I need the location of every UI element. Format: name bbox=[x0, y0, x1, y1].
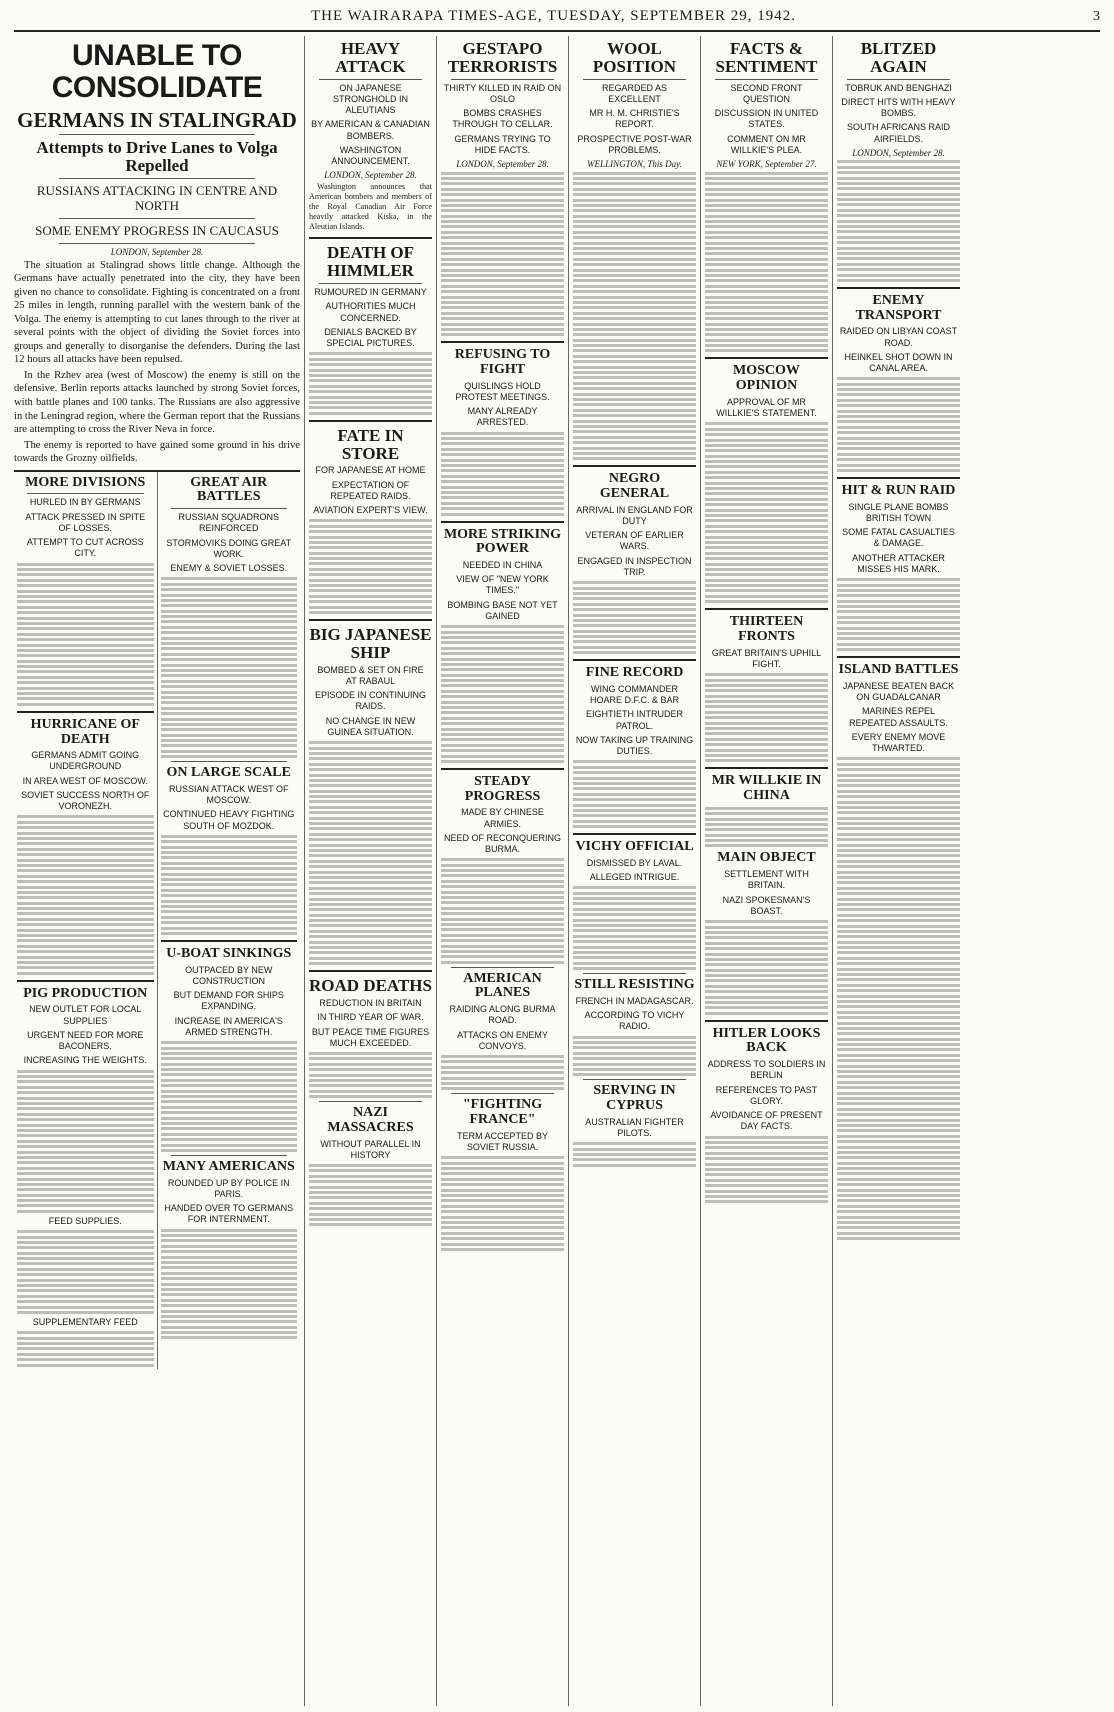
masthead bbox=[14, 8, 1100, 32]
story-subhead: IN AREA WEST OF MOSCOW. bbox=[22, 775, 148, 786]
story-subhead: HURLED IN BY GERMANS bbox=[29, 497, 141, 508]
story-headline: THIRTEEN FRONTS bbox=[729, 614, 804, 644]
story-headline: ISLAND BATTLES bbox=[838, 662, 959, 678]
body-text-block bbox=[17, 1230, 154, 1314]
story-headline: "FIGHTING FRANCE" bbox=[462, 1097, 543, 1128]
story-subhead: INCREASE IN AMERICA'S ARMED STRENGTH. bbox=[174, 1015, 283, 1037]
story-subhead: PROSPECTIVE POST-WAR PROBLEMS. bbox=[577, 133, 692, 155]
lead-deck-2: SOME ENEMY PROGRESS IN CAUCASUS bbox=[35, 222, 279, 238]
subcolumn-right bbox=[157, 472, 301, 1369]
body-text-block bbox=[573, 172, 696, 461]
divider bbox=[59, 178, 255, 179]
story-subhead: ANOTHER ATTACKER MISSES HIS MARK. bbox=[852, 552, 945, 574]
story-headline: NAZI MASSACRES bbox=[327, 1105, 414, 1135]
column-2 bbox=[304, 36, 436, 1706]
story-subhead: STORMOVIKS DOING GREAT WORK. bbox=[166, 537, 292, 559]
lead-paragraph-3: The enemy is reported to have gained some ground in his drive towards the Grozny oilfields. bbox=[14, 439, 300, 465]
story-subhead: COMMENT ON MR WILLKIE'S PLEA. bbox=[727, 133, 806, 155]
story-subhead: NEEDED IN CHINA bbox=[462, 559, 543, 570]
lead-headline: GERMANS IN STALINGRAD bbox=[17, 108, 297, 132]
story-dateline: LONDON, September 28. bbox=[324, 170, 417, 181]
story-subhead: REDUCTION IN BRITAIN bbox=[319, 998, 422, 1009]
lead-deck-1: RUSSIANS ATTACKING IN CENTRE AND NORTH bbox=[36, 182, 278, 214]
story-subhead: SINGLE PLANE BOMBS BRITISH TOWN bbox=[848, 501, 949, 523]
story-subhead: BY AMERICAN & CANADIAN BOMBERS. bbox=[311, 119, 430, 141]
story-headline: MANY AMERICANS bbox=[162, 1158, 295, 1174]
body-text-block bbox=[441, 1156, 564, 1251]
body-text-block bbox=[161, 1229, 298, 1340]
body-text-block bbox=[309, 1164, 432, 1226]
body-text-block bbox=[17, 815, 154, 974]
story-dateline: WELLINGTON, This Day. bbox=[587, 159, 682, 170]
story-headline: MR WILLKIE IN CHINA bbox=[711, 773, 822, 804]
story-subhead: EVERY ENEMY MOVE THWARTED. bbox=[851, 731, 946, 754]
body-text-block bbox=[161, 835, 298, 935]
body-text-block bbox=[705, 920, 828, 1015]
story-headline: HEAVY ATTACK bbox=[335, 39, 406, 76]
story-headline: FACTS & SENTIMENT bbox=[715, 39, 818, 76]
story-headline: PIG PRODUCTION bbox=[23, 985, 148, 1001]
column-grid bbox=[14, 36, 1100, 1706]
story-headline: ENEMY TRANSPORT bbox=[855, 292, 942, 323]
story-subhead: REGARDED AS EXCELLENT bbox=[601, 82, 668, 104]
story-dateline: NEW YORK, September 27. bbox=[716, 159, 817, 170]
story-subhead: FEED SUPPLIES. bbox=[48, 1215, 122, 1226]
story-subhead: MR H. M. CHRISTIE'S REPORT. bbox=[589, 108, 680, 130]
column-6 bbox=[832, 36, 964, 1706]
story-subhead: RAIDING ALONG BURMA ROAD. bbox=[449, 1004, 556, 1026]
masthead-title: THE WAIRARAPA TIMES-AGE, TUESDAY, SEPTEMBER 29, 1942. bbox=[310, 8, 796, 24]
story-subhead: JAPANESE BEATEN BACK ON GUADALCANAR bbox=[842, 680, 955, 703]
story-subhead: AVOIDANCE OF PRESENT DAY FACTS. bbox=[710, 1110, 823, 1132]
story-subhead: SECOND FRONT QUESTION bbox=[730, 82, 803, 104]
story-subhead: NO CHANGE IN NEW GUINEA SITUATION. bbox=[325, 715, 416, 737]
body-text-block bbox=[441, 1055, 564, 1090]
story-subhead: RUMOURED IN GERMANY bbox=[314, 287, 427, 298]
body-text-block bbox=[17, 563, 154, 706]
body-text-block bbox=[309, 519, 432, 614]
body-text-block bbox=[309, 352, 432, 414]
story-subhead: ON JAPANESE STRONGHOLD IN ALEUTIANS bbox=[332, 82, 408, 116]
story-subhead: RUSSIAN ATTACK WEST OF MOSCOW. bbox=[168, 783, 289, 806]
story-subhead: OUTPACED BY NEW CONSTRUCTION bbox=[185, 964, 273, 986]
story-subhead: VETERAN OF EARLIER WARS. bbox=[585, 530, 684, 552]
story-subhead: ADDRESS TO SOLDIERS IN BERLIN bbox=[707, 1059, 826, 1081]
divider bbox=[59, 134, 255, 135]
story-headline: MAIN OBJECT bbox=[717, 850, 816, 866]
body-text-block bbox=[573, 760, 696, 828]
lead-column bbox=[14, 36, 304, 1706]
story-subhead: RAIDED ON LIBYAN COAST ROAD. bbox=[839, 326, 958, 348]
body-text-block bbox=[309, 741, 432, 965]
body-text-block bbox=[837, 757, 960, 1240]
body-text-block bbox=[161, 577, 298, 758]
story-subhead: AUSTRALIAN FIGHTER PILOTS. bbox=[585, 1116, 684, 1138]
story-headline: WOOL POSITION bbox=[592, 39, 677, 76]
story-subhead: ATTEMPT TO CUT ACROSS CITY. bbox=[26, 537, 144, 559]
story-subhead: BOMBING BASE NOT YET GAINED bbox=[447, 599, 558, 621]
story-subhead: EIGHTIETH INTRUDER PATROL. bbox=[585, 709, 683, 731]
story-subhead: APPROVAL OF MR WILLKIE'S STATEMENT. bbox=[716, 396, 817, 419]
story-headline: BLITZED AGAIN bbox=[860, 39, 937, 76]
story-subhead: BOMBS CRASHES THROUGH TO CELLAR. bbox=[452, 108, 553, 130]
story-subhead: ENEMY & SOVIET LOSSES. bbox=[170, 563, 288, 574]
story-subhead: FOR JAPANESE AT HOME bbox=[315, 465, 426, 476]
story-subhead: WASHINGTON ANNOUNCEMENT. bbox=[331, 144, 410, 167]
story-headline: HIT & RUN RAID bbox=[841, 482, 956, 498]
story-subhead: ROUNDED UP BY POLICE IN PARIS. bbox=[167, 1177, 290, 1199]
story-subhead: SOVIET SUCCESS NORTH OF VORONEZH. bbox=[21, 789, 150, 812]
column-5 bbox=[700, 36, 832, 1706]
story-headline: STILL RESISTING bbox=[574, 977, 695, 993]
story-subhead: HANDED OVER TO GERMANS FOR INTERNMENT. bbox=[164, 1203, 294, 1225]
story-subhead: INCREASING THE WEIGHTS. bbox=[23, 1055, 147, 1066]
story-subhead: HEINKEL SHOT DOWN IN CANAL AREA. bbox=[844, 351, 953, 374]
story-subhead: ENGAGED IN INSPECTION TRIP. bbox=[577, 555, 692, 577]
story-headline: REFUSING TO FIGHT bbox=[454, 347, 551, 377]
story-subhead: TERM ACCEPTED BY SOVIET RUSSIA. bbox=[456, 1130, 548, 1153]
story-subhead: WING COMMANDER HOARE D.F.C. & BAR bbox=[589, 683, 679, 706]
story-subhead: EPISODE IN CONTINUING RAIDS. bbox=[314, 690, 426, 712]
body-text-block bbox=[705, 172, 828, 353]
story-subhead: DIRECT HITS WITH HEAVY BOMBS. bbox=[841, 96, 956, 119]
story-subhead: GERMANS TRYING TO HIDE FACTS. bbox=[454, 133, 551, 155]
divider bbox=[59, 218, 255, 219]
body-text-block bbox=[705, 673, 828, 762]
story-headline: FINE RECORD bbox=[585, 665, 684, 681]
story-subhead: FRENCH IN MADAGASCAR. bbox=[575, 995, 694, 1006]
subcolumn-left bbox=[14, 472, 157, 1369]
body-text-block bbox=[441, 625, 564, 763]
story-headline: DEATH OF HIMMLER bbox=[326, 243, 415, 281]
story-subhead: IN THIRD YEAR OF WAR. bbox=[317, 1012, 424, 1023]
body-text-block bbox=[837, 377, 960, 472]
story-body: Washington announces that American bombers and members of the Royal Canadian Air Force heavily attacked Kiska, in the Aleutian Islands. bbox=[309, 182, 432, 232]
body-text-block bbox=[17, 1331, 154, 1366]
lead-dateline: LONDON, September 28. bbox=[110, 246, 204, 257]
body-text-block bbox=[441, 172, 564, 337]
story-subhead: MADE BY CHINESE ARMIES. bbox=[461, 807, 544, 829]
story-subhead: AVIATION EXPERT'S VIEW. bbox=[313, 505, 428, 516]
body-text-block bbox=[17, 1070, 154, 1213]
lead-subcolumns bbox=[14, 470, 300, 1369]
body-text-block bbox=[573, 1142, 696, 1167]
story-headline: HITLER LOOKS BACK bbox=[712, 1025, 821, 1056]
story-subhead: BOMBED & SET ON FIRE AT RABAUL bbox=[317, 664, 424, 686]
page-number: 3 bbox=[1093, 9, 1100, 24]
body-text-block bbox=[161, 1041, 298, 1152]
story-subhead: DISCUSSION IN UNITED STATES. bbox=[714, 108, 819, 130]
lead-paragraph-1: The situation at Stalingrad shows little change. Although the Germans have actually penetrated into the city, they have been given no chance to consolidate. Fighting is concentrated on a front 25 miles in length, running parallel with the western bank of the Volga. The enemy is attempting to cut lanes through to the river at several points with the object of dividing the Soviet forces into groups and generally to disorganise the defenders. During the last 12 hours all attacks have been repulsed. bbox=[14, 259, 300, 366]
divider bbox=[59, 243, 255, 244]
story-subhead: GREAT BRITAIN'S UPHILL FIGHT. bbox=[711, 647, 822, 669]
story-headline: STEADY PROGRESS bbox=[464, 773, 541, 804]
banner-headline: UNABLE TO CONSOLIDATE bbox=[51, 39, 263, 104]
story-subhead: ATTACKS ON ENEMY CONVOYS. bbox=[457, 1029, 548, 1051]
story-headline: NEGRO GENERAL bbox=[599, 471, 670, 501]
story-subhead: MARINES REPEL REPEATED ASSAULTS. bbox=[849, 706, 948, 728]
body-text-block bbox=[573, 886, 696, 970]
story-subhead: DISMISSED BY LAVAL. bbox=[586, 857, 683, 868]
body-text-block bbox=[573, 581, 696, 654]
story-subhead: BUT PEACE TIME FIGURES MUCH EXCEEDED. bbox=[311, 1026, 430, 1048]
story-subhead: MANY ALREADY ARRESTED. bbox=[467, 406, 538, 428]
story-headline: GREAT AIR BATTLES bbox=[190, 474, 268, 505]
story-dateline: LONDON, September 28. bbox=[456, 159, 549, 170]
story-dateline: LONDON, September 28. bbox=[852, 147, 945, 158]
body-text-block bbox=[441, 858, 564, 963]
story-headline: HURRICANE OF DEATH bbox=[30, 716, 140, 747]
story-subhead: TOBRUK AND BENGHAZI bbox=[845, 82, 952, 93]
story-headline: SERVING IN CYPRUS bbox=[593, 1083, 676, 1114]
lead-paragraph-2: In the Rzhev area (west of Moscow) the enemy is still on the defensive. Berlin reports attacks launched by strong Soviet forces, with battle planes and 100 tanks. The Russians are also aggressive in the Leningrad region, where the German report that the Russians are attempting to cross the River Neva in force. bbox=[14, 369, 300, 436]
story-subhead: REFERENCES TO PAST GLORY. bbox=[715, 1084, 818, 1106]
story-subhead: URGENT NEED FOR MORE BACONERS. bbox=[27, 1029, 144, 1052]
column-3 bbox=[436, 36, 568, 1706]
story-subhead: ACCORDING TO VICHY RADIO. bbox=[584, 1010, 685, 1032]
story-subhead: BUT DEMAND FOR SHIPS EXPANDING. bbox=[173, 990, 284, 1012]
story-headline: MOSCOW OPINION bbox=[733, 363, 800, 394]
story-subhead: CONTINUED HEAVY FIGHTING SOUTH OF MOZDOK. bbox=[163, 809, 295, 831]
column-4 bbox=[568, 36, 700, 1706]
story-headline: FATE IN STORE bbox=[337, 425, 404, 463]
story-subhead: EXPECTATION OF REPEATED RAIDS. bbox=[330, 479, 411, 501]
body-text-block bbox=[837, 578, 960, 651]
story-subhead: THIRTY KILLED IN RAID ON OSLO bbox=[443, 82, 562, 104]
story-subhead: QUISLINGS HOLD PROTEST MEETINGS. bbox=[455, 380, 550, 402]
story-subhead: RUSSIAN SQUADRONS REINFORCED bbox=[178, 512, 280, 534]
story-headline: U-BOAT SINKINGS bbox=[166, 945, 292, 961]
body-text-block bbox=[441, 432, 564, 516]
story-subhead: ATTACK PRESSED IN SPITE OF LOSSES. bbox=[25, 511, 146, 533]
story-subhead: SOUTH AFRICANS RAID AIRFIELDS. bbox=[846, 122, 950, 144]
story-subhead: ARRIVAL IN ENGLAND FOR DUTY bbox=[576, 504, 693, 526]
story-subhead: WITHOUT PARALLEL IN HISTORY bbox=[320, 1138, 421, 1160]
story-subhead: SUPPLEMENTARY FEED bbox=[32, 1316, 138, 1327]
story-headline: MORE DIVISIONS bbox=[25, 474, 146, 490]
story-subhead: NOW TAKING UP TRAINING DUTIES. bbox=[575, 734, 694, 757]
story-subhead: VIEW OF "NEW YORK TIMES." bbox=[456, 574, 549, 596]
story-headline: ON LARGE SCALE bbox=[166, 765, 291, 781]
story-subhead: NEED OF RECONQUERING BURMA. bbox=[443, 832, 561, 855]
story-headline: MORE STRIKING POWER bbox=[443, 526, 562, 557]
story-subhead: AUTHORITIES MUCH CONCERNED. bbox=[325, 301, 416, 323]
story-headline: BIG JAPANESE SHIP bbox=[309, 625, 432, 662]
story-headline: GESTAPO TERRORISTS bbox=[447, 39, 558, 76]
story-subhead: NEW OUTLET FOR LOCAL SUPPLIES bbox=[29, 1004, 142, 1026]
story-subhead: DENIALS BACKED BY SPECIAL PICTURES. bbox=[324, 326, 417, 349]
body-text-block bbox=[705, 807, 828, 848]
story-subhead: GERMANS ADMIT GOING UNDERGROUND bbox=[31, 750, 140, 772]
story-subhead: SOME FATAL CASUALTIES & DAMAGE. bbox=[842, 527, 955, 549]
body-text-block bbox=[705, 1136, 828, 1204]
story-subhead: ALLEGED INTRIGUE. bbox=[589, 872, 680, 883]
body-text-block bbox=[837, 160, 960, 282]
body-text-block bbox=[309, 1052, 432, 1098]
story-headline: ROAD DEATHS bbox=[309, 976, 432, 996]
story-subhead: SETTLEMENT WITH BRITAIN. bbox=[724, 869, 809, 891]
lead-subhead: Attempts to Drive Lanes to Volga Repelled bbox=[36, 138, 278, 175]
body-text-block bbox=[573, 1036, 696, 1077]
story-headline: AMERICAN PLANES bbox=[463, 970, 542, 1001]
story-headline: VICHY OFFICIAL bbox=[575, 839, 694, 855]
body-text-block bbox=[705, 422, 828, 603]
story-subhead: NAZI SPOKESMAN'S BOAST. bbox=[722, 894, 811, 916]
